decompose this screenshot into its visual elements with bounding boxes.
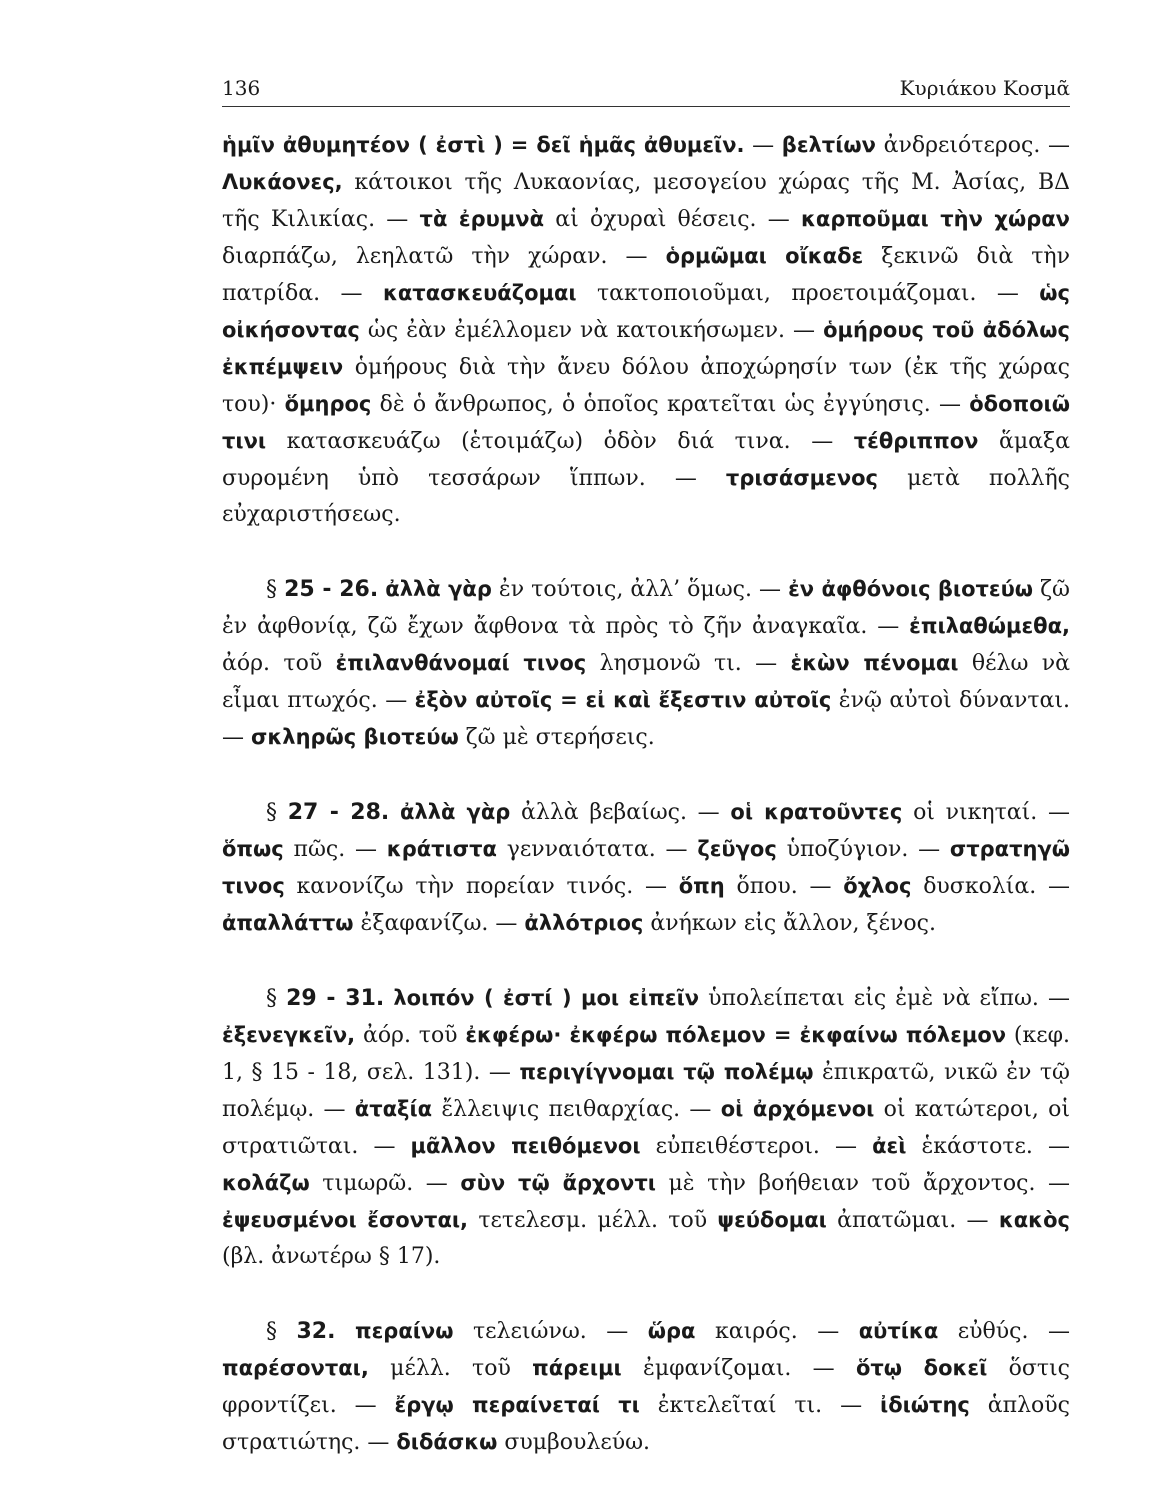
gloss-text: εὐθύς. — bbox=[938, 1319, 1070, 1344]
lemma-term: ἀεὶ bbox=[872, 1134, 907, 1158]
lemma-term: στρατηγῶ τινος bbox=[222, 837, 1070, 898]
running-head bbox=[222, 70, 1070, 106]
lemma-term: κατασκευάζομαι bbox=[382, 281, 577, 305]
gloss-text: κάτοικοι τῆς Λυκαονίας, μεσογείου χώρας τῆς Μ. Ἀσίας, ΒΔ τῆς Κιλικίας. — bbox=[222, 170, 1070, 232]
section-number: 25 - 26. bbox=[284, 577, 379, 602]
lemma-term: ἐψευσμένοι ἔσονται, bbox=[222, 1208, 469, 1232]
lemma-term: οἱ κρατοῦντες bbox=[730, 800, 903, 824]
gloss-text: § bbox=[266, 800, 288, 825]
lemma-term: ὁμήρους τοῦ ἀδόλως ἐκπέμψειν bbox=[222, 318, 1071, 379]
lemma-term: τὰ ἐρυμνὰ bbox=[419, 207, 545, 231]
gloss-text: τετελεσμ. μέλλ. τοῦ bbox=[468, 1208, 718, 1233]
gloss-text: ἀόρ. τοῦ bbox=[355, 1023, 466, 1048]
lemma-term: ἐξενεγκεῖν, bbox=[222, 1023, 356, 1047]
gloss-text: μέλλ. τοῦ bbox=[368, 1356, 533, 1381]
lemma-term: κολάζω bbox=[222, 1171, 310, 1195]
lemma-term: σὺν τῷ ἄρχοντι bbox=[460, 1171, 656, 1195]
gloss-text: ὅπου. — bbox=[724, 874, 844, 899]
paragraph-section-27-28 bbox=[222, 794, 1070, 942]
lemma-term: τρισάσμενος bbox=[725, 466, 878, 490]
gloss-text: ἔλλειψις πειθαρχίας. — bbox=[432, 1097, 721, 1122]
page bbox=[222, 70, 1070, 1461]
gloss-text: συμβουλεύω. bbox=[497, 1430, 651, 1455]
lemma-term: βελτίων bbox=[781, 133, 876, 157]
gloss-text: (βλ. ἀνωτέρω § 17). bbox=[222, 1244, 441, 1269]
gloss-text: ἅμαξα συρομένη ὑπὸ τεσσάρων ἵππων. — bbox=[222, 429, 1070, 491]
gloss-text: ἀπατῶμαι. — bbox=[826, 1208, 999, 1233]
section-number: 27 - 28. bbox=[287, 800, 390, 825]
gloss-text: δὲ ὁ ἄνθρωπος, ὁ ὁποῖος κρατεῖται ὡς ἐγγύησις. — bbox=[371, 392, 970, 417]
gloss-text: μετὰ πολλῆς εὐχαριστήσεως. bbox=[222, 466, 1070, 527]
lemma-term: διδάσκω bbox=[396, 1430, 498, 1454]
lemma-term: ζεῦγος bbox=[697, 837, 777, 861]
gloss-text: ἐν τούτοις, ἀλλ’ ὅμως. — bbox=[491, 577, 789, 602]
running-title: Κυριάκου Κοσμᾶ bbox=[899, 76, 1070, 100]
lemma-term: ἔργῳ περαίνεταί τι bbox=[394, 1393, 640, 1417]
lemma-term: περαίνω bbox=[354, 1319, 454, 1343]
gloss-text: § bbox=[266, 577, 285, 602]
gloss-text: κανονίζω τὴν πορείαν τινός. — bbox=[284, 874, 679, 899]
gloss-text: θέλω νὰ εἶμαι πτωχός. — bbox=[222, 651, 1070, 713]
lemma-term: παρέσονται, bbox=[222, 1356, 369, 1380]
gloss-text: § bbox=[266, 1319, 297, 1344]
lemma-term: ἐν ἀφθόνοις βιοτεύω bbox=[788, 577, 1034, 601]
gloss-text: μὲ τὴν βοήθειαν τοῦ ἄρχοντος. — bbox=[655, 1171, 1070, 1196]
lemma-term: ἀλλότριος bbox=[524, 911, 644, 935]
lemma-term: ὅπη bbox=[678, 874, 725, 898]
gloss-text: αἱ ὀχυραὶ θέσεις. — bbox=[544, 207, 802, 232]
gloss-text: ἀνδρειότερος. — bbox=[875, 133, 1070, 158]
gloss-text: τακτοποιοῦμαι, προετοιμάζομαι. — bbox=[576, 281, 1040, 306]
gloss-text: ἐξαφανίζω. — bbox=[353, 911, 525, 936]
lemma-term: κακὸς bbox=[998, 1208, 1070, 1232]
paragraph-section-29-31 bbox=[222, 980, 1070, 1275]
gloss-text: ἐνῷ αὐτοὶ δύνανται. — bbox=[222, 688, 1070, 750]
lemma-term: ὅτῳ δοκεῖ bbox=[855, 1356, 988, 1380]
gloss-text: πῶς. — bbox=[283, 837, 387, 862]
paragraph-section-32 bbox=[222, 1313, 1070, 1461]
page-number: 136 bbox=[222, 76, 261, 100]
gloss-text: καιρός. — bbox=[695, 1319, 859, 1344]
gloss-text: κατασκευάζω (ἑτοιμάζω) ὁδὸν διά τινα. — bbox=[266, 429, 854, 454]
gloss-text: ἀνήκων εἰς ἄλλον, ξένος. bbox=[643, 911, 936, 936]
section-number: 29 - 31. bbox=[286, 986, 385, 1011]
lemma-term: καρποῦμαι τὴν χώραν bbox=[801, 207, 1070, 231]
gloss-text: ὑπολείπεται εἰς ἐμὲ νὰ εἴπω. — bbox=[699, 986, 1070, 1011]
gloss-text: εὐπειθέστεροι. — bbox=[640, 1134, 873, 1159]
gloss-text: οἱ κατώτεροι, οἱ στρατιῶται. — bbox=[222, 1097, 1070, 1159]
lemma-term: ὁρμῶμαι οἴκαδε bbox=[665, 244, 864, 268]
lemma-term: τέθριππον bbox=[853, 429, 979, 453]
gloss-text: γενναιότατα. — bbox=[496, 837, 698, 862]
gloss-text: ζῶ μὲ στερήσεις. bbox=[458, 725, 655, 750]
lemma-term: ἐπιλαθώμεθα, bbox=[909, 614, 1070, 638]
lemma-term: Λυκάονες, bbox=[222, 170, 343, 194]
lemma-term: λοιπόν ( ἐστί ) μοι εἰπεῖν bbox=[393, 986, 700, 1010]
gloss-text: τελειώνω. — bbox=[453, 1319, 648, 1344]
gloss-text: § bbox=[266, 986, 287, 1011]
gloss-text: ἐμφανίζομαι. — bbox=[621, 1356, 856, 1381]
lemma-term: ἀλλὰ γὰρ bbox=[400, 800, 511, 824]
gloss-text: ἐκτελεῖταί τι. — bbox=[639, 1393, 881, 1418]
gloss-text: ζῶ ἐν ἀφθονίᾳ, ζῶ ἔχων ἄφθονα τὰ πρὸς τὸ ζῆν ἀναγκαῖα. — bbox=[222, 577, 1070, 639]
lemma-term: μᾶλλον πειθόμενοι bbox=[410, 1134, 641, 1158]
lemma-term: ἐπιλανθάνομαί τινος bbox=[335, 651, 587, 675]
gloss-text: ξεκινῶ διὰ τὴν πατρίδα. — bbox=[222, 244, 1070, 306]
gloss-text: ἀλλὰ βεβαίως. — bbox=[510, 800, 731, 825]
gloss-text: διαρπάζω, λεηλατῶ τὴν χώραν. — bbox=[222, 244, 666, 269]
gloss-text: λησμονῶ τι. — bbox=[586, 651, 791, 676]
gloss-text: ἁπλοῦς στρατιώτης. — bbox=[222, 1393, 1070, 1455]
gloss-text: — bbox=[744, 133, 782, 158]
gloss-text: ὡς ἐὰν ἐμέλλομεν νὰ κατοικήσωμεν. — bbox=[359, 318, 824, 343]
lemma-term: ἀταξία bbox=[354, 1097, 433, 1121]
gloss-text: ἑκάστοτε. — bbox=[906, 1134, 1070, 1159]
lemma-term: πάρειμι bbox=[532, 1356, 622, 1380]
paragraph-intro bbox=[222, 127, 1070, 533]
gloss-text: τιμωρῶ. — bbox=[309, 1171, 461, 1196]
lemma-term: ὄχλος bbox=[843, 874, 912, 898]
lemma-term: ἐκφέρω· ἐκφέρω πόλεμον = ἐκφαίνω πόλεμον bbox=[465, 1023, 1007, 1047]
lemma-term: αὐτίκα bbox=[858, 1319, 939, 1343]
lemma-term: κράτιστα bbox=[386, 837, 497, 861]
lemma-term: ἡμῖν ἀθυμητέον ( ἐστὶ ) = δεῖ ἡμᾶς ἀθυμεῖν. bbox=[222, 133, 745, 157]
header-rule bbox=[222, 106, 1070, 107]
lemma-term: ὁδοποιῶ τινι bbox=[222, 392, 1070, 453]
paragraph-section-25-26 bbox=[222, 571, 1070, 756]
lemma-term: οἱ ἀρχόμενοι bbox=[720, 1097, 875, 1121]
gloss-text: ἐπικρατῶ, νικῶ ἐν τῷ πολέμῳ. — bbox=[222, 1060, 1070, 1122]
gloss-text: ὅστις φροντίζει. — bbox=[222, 1356, 1070, 1418]
lemma-term: ὅπως bbox=[222, 837, 284, 861]
gloss-text bbox=[335, 1319, 355, 1344]
gloss-text: ἀόρ. τοῦ bbox=[222, 651, 336, 676]
gloss-text bbox=[384, 986, 393, 1011]
gloss-text bbox=[389, 800, 400, 825]
lemma-term: ψεύδομαι bbox=[717, 1208, 827, 1232]
lemma-term: ὅμηρος bbox=[284, 392, 372, 416]
gloss-text: δυσκολία. — bbox=[911, 874, 1070, 899]
lemma-term: ἰδιώτης bbox=[880, 1393, 970, 1417]
lemma-term: σκληρῶς βιοτεύω bbox=[251, 725, 459, 749]
gloss-text: ὁμήρους διὰ τὴν ἄνευ δόλου ἀποχώρησίν των (ἐκ τῆς χώρας του)· bbox=[222, 355, 1070, 417]
lemma-term: ἑκὼν πένομαι bbox=[790, 651, 959, 675]
gloss-text: οἱ νικηταί. — bbox=[902, 800, 1070, 825]
lemma-term: ὡς οἰκήσοντας bbox=[222, 281, 1070, 342]
section-number: 32. bbox=[296, 1319, 336, 1344]
lemma-term: ἀλλὰ γὰρ bbox=[385, 577, 492, 601]
gloss-text: ὑποζύγιον. — bbox=[776, 837, 950, 862]
lemma-term: ἐξὸν αὐτοῖς = εἰ καὶ ἔξεστιν αὐτοῖς bbox=[414, 688, 832, 712]
gloss-text: (κεφ. 1, § 15 - 18, σελ. 131). — bbox=[222, 1023, 1070, 1085]
lemma-term: ὥρα bbox=[647, 1319, 696, 1343]
lemma-term: ἀπαλλάττω bbox=[222, 911, 354, 935]
lemma-term: περιγίγνομαι τῷ πολέμῳ bbox=[519, 1060, 814, 1084]
